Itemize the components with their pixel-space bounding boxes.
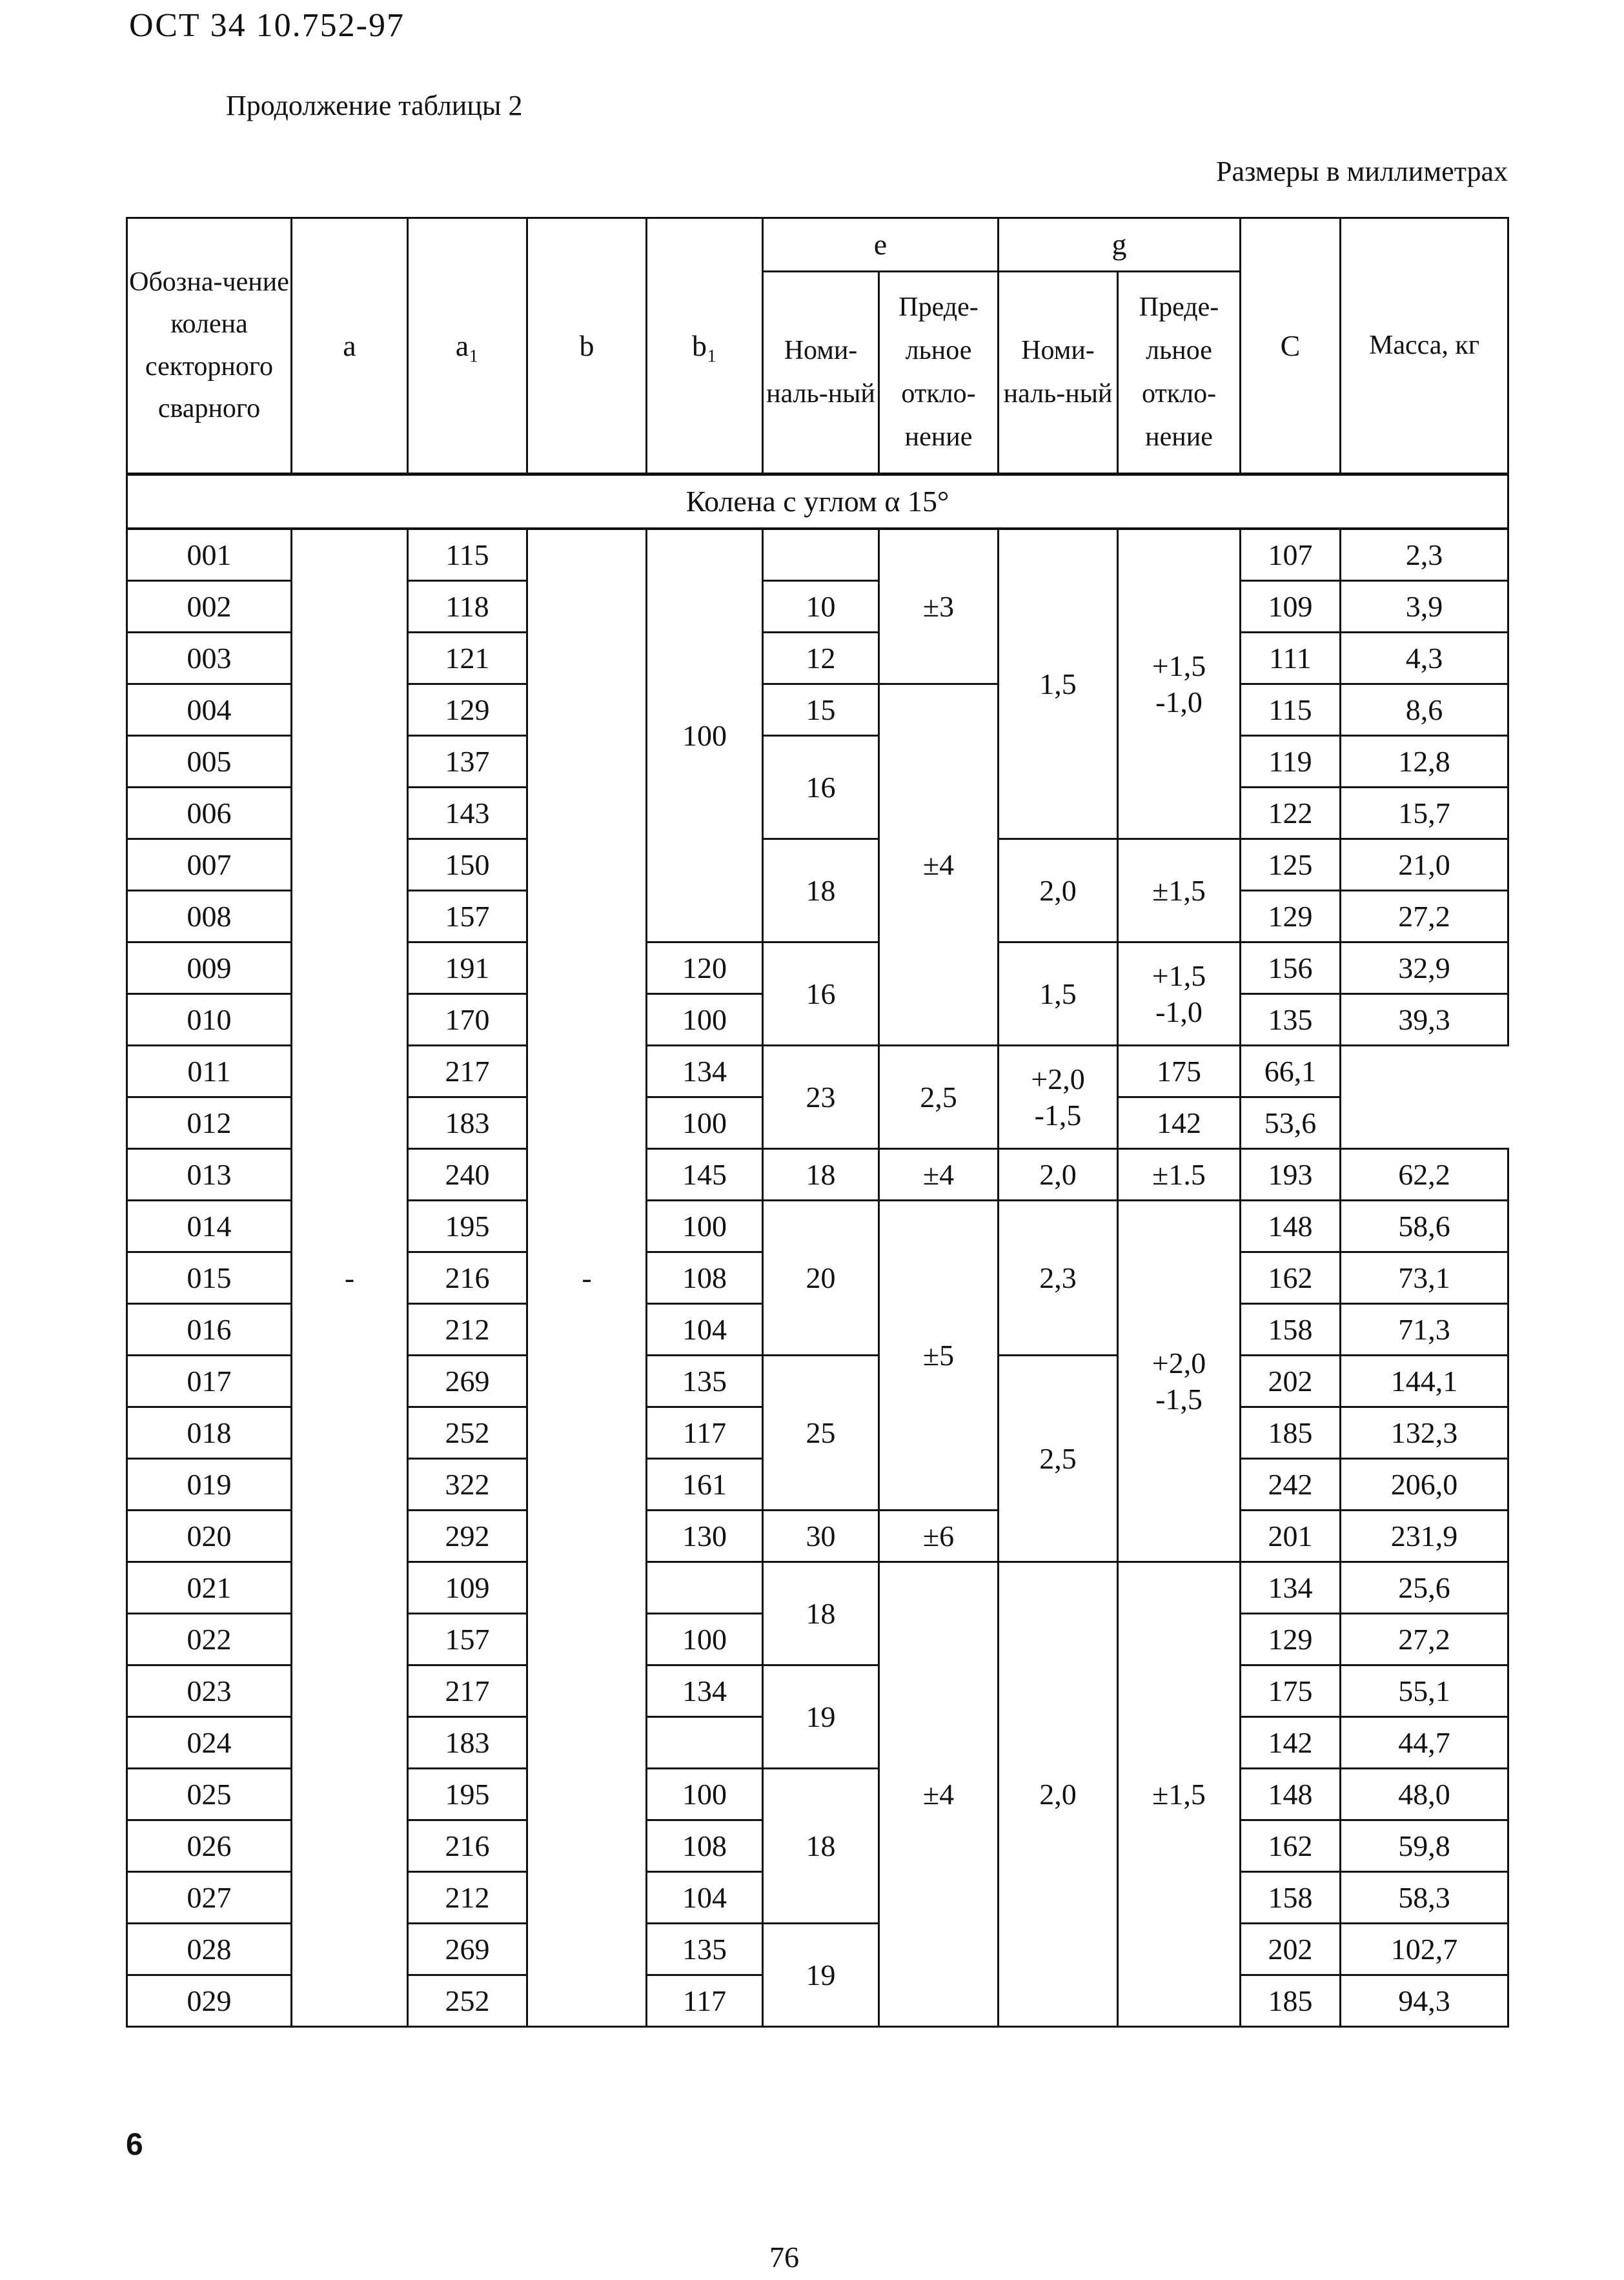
b1-cell: 117	[647, 1975, 763, 2027]
e-nominal-cell: 30	[763, 1511, 879, 1562]
e-deviation-cell: ±4	[879, 684, 999, 1046]
designation-cell: 007	[127, 839, 292, 891]
header-e-deviation: Преде-льное откло-нение	[879, 272, 999, 474]
mass-cell: 231,9	[1341, 1511, 1508, 1562]
a1-cell: 157	[408, 891, 527, 942]
e-deviation-cell: ±3	[879, 529, 999, 684]
b1-cell: 100	[647, 1097, 763, 1149]
g-deviation-minus: -1,0	[1155, 685, 1203, 718]
g-deviation-cell	[1118, 529, 1241, 839]
g-deviation-plus: +2,0	[1152, 1347, 1206, 1380]
a1-cell: 292	[408, 1511, 527, 1562]
a1-cell: 216	[408, 1820, 527, 1872]
c-cell: 158	[1241, 1872, 1341, 1924]
mass-cell: 71,3	[1341, 1304, 1508, 1356]
a1-cell: 183	[408, 1097, 527, 1149]
header-mass: Масса, кг	[1341, 218, 1508, 474]
mass-cell: 21,0	[1341, 839, 1508, 891]
a1-cell: 150	[408, 839, 527, 891]
c-cell: 175	[1241, 1665, 1341, 1717]
c-cell: 119	[1241, 736, 1341, 788]
c-cell: 122	[1241, 788, 1341, 839]
a1-cell: 240	[408, 1149, 527, 1201]
e-nominal-cell: 18	[763, 1769, 879, 1924]
g-deviation-minus: -1,5	[1034, 1098, 1082, 1132]
c-cell: 148	[1241, 1201, 1341, 1252]
c-cell: 111	[1241, 633, 1341, 684]
b1-cell: 104	[647, 1304, 763, 1356]
mass-cell: 25,6	[1341, 1562, 1508, 1614]
c-cell: 125	[1241, 839, 1341, 891]
mass-cell: 39,3	[1341, 994, 1508, 1046]
e-nominal-cell: 18	[763, 1562, 879, 1665]
g-deviation-plus: +1,5	[1152, 959, 1206, 993]
header-a1: a₁	[408, 218, 527, 474]
a1-cell: 191	[408, 942, 527, 994]
a1-cell: 170	[408, 994, 527, 1046]
b1-cell: 120	[647, 942, 763, 994]
header-a: a	[292, 218, 408, 474]
page-number: 76	[769, 2241, 799, 2274]
c-cell: 201	[1241, 1511, 1341, 1562]
b1-cell: 100	[647, 1201, 763, 1252]
b1-cell: 134	[647, 1046, 763, 1097]
c-cell: 109	[1241, 581, 1341, 633]
c-cell: 185	[1241, 1975, 1341, 2027]
e-nominal-cell: 19	[763, 1924, 879, 2027]
mass-cell: 132,3	[1341, 1407, 1508, 1459]
e-nominal-cell: 16	[763, 942, 879, 1046]
a1-cell: 195	[408, 1769, 527, 1820]
a1-cell: 252	[408, 1975, 527, 2027]
designation-cell: 011	[127, 1046, 292, 1097]
a-dash-cell: -	[292, 529, 408, 2027]
c-cell: 202	[1241, 1924, 1341, 1975]
header-g-nominal: Номи-наль-ный	[999, 272, 1118, 474]
standard-code: ОСТ 34 10.752-97	[129, 7, 405, 44]
mass-cell: 66,1	[1241, 1046, 1341, 1097]
e-nominal-cell: 18	[763, 1149, 879, 1201]
g-nominal-cell: 2,0	[999, 1562, 1118, 2027]
b1-cell: 161	[647, 1459, 763, 1511]
b1-empty-cell	[647, 1562, 763, 1614]
a1-cell: 143	[408, 788, 527, 839]
header-b1: b₁	[647, 218, 763, 474]
a1-cell: 217	[408, 1046, 527, 1097]
mass-cell: 8,6	[1341, 684, 1508, 736]
g-nominal-cell: 1,5	[999, 942, 1118, 1046]
designation-cell: 023	[127, 1665, 292, 1717]
a1-cell: 121	[408, 633, 527, 684]
designation-cell: 026	[127, 1820, 292, 1872]
e-nominal-cell: 16	[763, 736, 879, 839]
a1-cell: 115	[408, 529, 527, 581]
g-deviation-cell	[1118, 1201, 1241, 1562]
b1-cell: 100	[647, 1614, 763, 1665]
e-nominal-cell: 18	[763, 839, 879, 942]
c-cell: 202	[1241, 1356, 1341, 1407]
c-cell: 175	[1118, 1046, 1241, 1097]
page-mark: 6	[126, 2128, 143, 2162]
c-cell: 115	[1241, 684, 1341, 736]
e-nominal-cell: 12	[763, 633, 879, 684]
mass-cell: 59,8	[1341, 1820, 1508, 1872]
g-deviation-plus: +1,5	[1152, 649, 1206, 683]
mass-cell: 102,7	[1341, 1924, 1508, 1975]
a1-cell: 269	[408, 1924, 527, 1975]
c-cell: 162	[1241, 1820, 1341, 1872]
designation-cell: 022	[127, 1614, 292, 1665]
designation-cell: 002	[127, 581, 292, 633]
g-deviation-cell	[999, 1046, 1118, 1149]
a1-cell: 216	[408, 1252, 527, 1304]
b1-cell: 104	[647, 1872, 763, 1924]
designation-cell: 016	[127, 1304, 292, 1356]
mass-cell: 73,1	[1341, 1252, 1508, 1304]
mass-cell: 3,9	[1341, 581, 1508, 633]
g-nominal-cell: 2,0	[999, 1149, 1118, 1201]
a1-cell: 269	[408, 1356, 527, 1407]
g-deviation-plus: +2,0	[1031, 1063, 1085, 1096]
a1-cell: 195	[408, 1201, 527, 1252]
a1-cell: 322	[408, 1459, 527, 1511]
g-deviation-cell: ±1,5	[1118, 839, 1241, 942]
section-label: Колена с углом α 15°	[127, 474, 1508, 529]
designation-cell: 019	[127, 1459, 292, 1511]
dimensions-table	[126, 217, 1509, 2028]
b1-cell: 135	[647, 1924, 763, 1975]
g-deviation-cell: ±1,5	[1118, 1562, 1241, 2027]
designation-cell: 020	[127, 1511, 292, 1562]
b-dash-cell: -	[527, 529, 647, 2027]
b1-cell: 108	[647, 1252, 763, 1304]
designation-cell: 015	[127, 1252, 292, 1304]
mass-cell: 55,1	[1341, 1665, 1508, 1717]
e-nominal-cell: 15	[763, 684, 879, 736]
g-nominal-cell: 2,0	[999, 839, 1118, 942]
designation-cell: 010	[127, 994, 292, 1046]
e-nominal-cell: 19	[763, 1665, 879, 1769]
c-cell: 142	[1241, 1717, 1341, 1769]
c-cell: 162	[1241, 1252, 1341, 1304]
header-g: g	[999, 218, 1241, 272]
designation-cell: 001	[127, 529, 292, 581]
c-cell: 129	[1241, 1614, 1341, 1665]
mass-cell: 53,6	[1241, 1097, 1341, 1149]
a1-cell: 129	[408, 684, 527, 736]
designation-cell: 025	[127, 1769, 292, 1820]
designation-cell: 008	[127, 891, 292, 942]
g-deviation-cell	[1118, 942, 1241, 1046]
mass-cell: 48,0	[1341, 1769, 1508, 1820]
g-deviation-minus: -1,0	[1155, 995, 1203, 1028]
mass-cell: 27,2	[1341, 891, 1508, 942]
c-cell: 185	[1241, 1407, 1341, 1459]
mass-cell: 44,7	[1341, 1717, 1508, 1769]
designation-cell: 009	[127, 942, 292, 994]
units-note: Размеры в миллиметрах	[1216, 156, 1508, 187]
mass-cell: 206,0	[1341, 1459, 1508, 1511]
mass-cell: 94,3	[1341, 1975, 1508, 2027]
header-designation: Обозна-чение колена секторного сварного	[127, 218, 292, 474]
c-cell: 107	[1241, 529, 1341, 581]
c-cell: 135	[1241, 994, 1341, 1046]
a1-cell: 157	[408, 1614, 527, 1665]
e-nominal-cell: 25	[763, 1356, 879, 1511]
designation-cell: 021	[127, 1562, 292, 1614]
b1-cell: 100	[647, 994, 763, 1046]
g-deviation-cell: ±1.5	[1118, 1149, 1241, 1201]
c-cell: 148	[1241, 1769, 1341, 1820]
b1-cell: 145	[647, 1149, 763, 1201]
header-e-nominal: Номи-наль-ный	[763, 272, 879, 474]
g-nominal-cell: 1,5	[999, 529, 1118, 839]
designation-cell: 005	[127, 736, 292, 788]
mass-cell: 15,7	[1341, 788, 1508, 839]
b1-empty-cell	[647, 1717, 763, 1769]
e-nominal-cell: 23	[763, 1046, 879, 1149]
b1-cell: 130	[647, 1511, 763, 1562]
e-deviation-cell: ±4	[879, 1562, 999, 2027]
a1-cell: 118	[408, 581, 527, 633]
header-g-deviation: Преде-льное откло-нение	[1118, 272, 1241, 474]
header-c: C	[1241, 218, 1341, 474]
e-nominal-empty-cell	[763, 529, 879, 581]
c-cell: 134	[1241, 1562, 1341, 1614]
b1-cell: 100	[647, 529, 763, 942]
e-deviation-cell: ±4	[879, 1149, 999, 1201]
b1-cell: 134	[647, 1665, 763, 1717]
mass-cell: 2,3	[1341, 529, 1508, 581]
a1-cell: 137	[408, 736, 527, 788]
designation-cell: 014	[127, 1201, 292, 1252]
e-deviation-cell: ±5	[879, 1201, 999, 1511]
c-cell: 242	[1241, 1459, 1341, 1511]
a1-cell: 217	[408, 1665, 527, 1717]
designation-cell: 013	[127, 1149, 292, 1201]
table-continuation-caption: Продолжение таблицы 2	[226, 90, 523, 121]
mass-cell: 12,8	[1341, 736, 1508, 788]
header-b: b	[527, 218, 647, 474]
c-cell: 142	[1118, 1097, 1241, 1149]
c-cell: 156	[1241, 942, 1341, 994]
designation-cell: 029	[127, 1975, 292, 2027]
table-row	[127, 529, 1508, 581]
designation-cell: 018	[127, 1407, 292, 1459]
designation-cell: 004	[127, 684, 292, 736]
a1-cell: 109	[408, 1562, 527, 1614]
designation-cell: 003	[127, 633, 292, 684]
mass-cell: 4,3	[1341, 633, 1508, 684]
mass-cell: 144,1	[1341, 1356, 1508, 1407]
mass-cell: 58,6	[1341, 1201, 1508, 1252]
c-cell: 158	[1241, 1304, 1341, 1356]
g-nominal-cell: 2,5	[879, 1046, 999, 1149]
designation-cell: 006	[127, 788, 292, 839]
a1-cell: 212	[408, 1872, 527, 1924]
a1-cell: 183	[408, 1717, 527, 1769]
mass-cell: 27,2	[1341, 1614, 1508, 1665]
b1-cell: 117	[647, 1407, 763, 1459]
g-nominal-cell: 2,3	[999, 1201, 1118, 1356]
mass-cell: 32,9	[1341, 942, 1508, 994]
a1-cell: 212	[408, 1304, 527, 1356]
header-e: e	[763, 218, 999, 272]
mass-cell: 58,3	[1341, 1872, 1508, 1924]
b1-cell: 100	[647, 1769, 763, 1820]
mass-cell: 62,2	[1341, 1149, 1508, 1201]
c-cell: 129	[1241, 891, 1341, 942]
designation-cell: 017	[127, 1356, 292, 1407]
designation-cell: 027	[127, 1872, 292, 1924]
e-deviation-cell: ±6	[879, 1511, 999, 1562]
b1-cell: 108	[647, 1820, 763, 1872]
designation-cell: 012	[127, 1097, 292, 1149]
b1-cell: 135	[647, 1356, 763, 1407]
c-cell: 193	[1241, 1149, 1341, 1201]
designation-cell: 024	[127, 1717, 292, 1769]
a1-cell: 252	[408, 1407, 527, 1459]
e-nominal-cell: 10	[763, 581, 879, 633]
e-nominal-cell: 20	[763, 1201, 879, 1356]
g-nominal-cell: 2,5	[999, 1356, 1118, 1562]
g-deviation-minus: -1,5	[1155, 1382, 1203, 1416]
designation-cell: 028	[127, 1924, 292, 1975]
